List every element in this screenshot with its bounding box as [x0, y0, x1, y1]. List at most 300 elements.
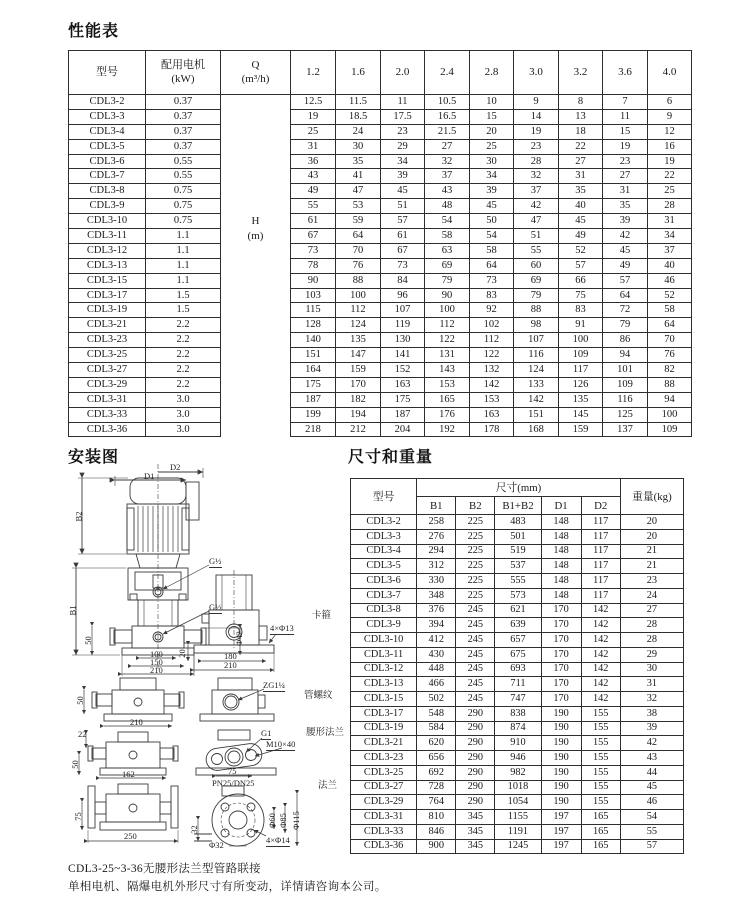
table-cell: 1054 — [495, 795, 541, 810]
table-cell: 11 — [381, 95, 425, 110]
table-cell — [221, 273, 291, 288]
table-cell: 27 — [603, 169, 648, 184]
table-cell: 0.55 — [146, 154, 221, 169]
table-cell: 128 — [291, 318, 336, 333]
table-cell: CDL3-6 — [69, 154, 146, 169]
table-cell: 874 — [495, 721, 541, 736]
table-cell — [221, 303, 291, 318]
table-cell: 290 — [456, 780, 495, 795]
table-cell: 142 — [581, 633, 620, 648]
table-cell: 135 — [336, 333, 381, 348]
table-cell: 70 — [336, 243, 381, 258]
table-row — [69, 154, 692, 169]
table-row — [69, 109, 692, 124]
table-row — [351, 588, 684, 603]
table-cell: 122 — [425, 333, 470, 348]
table-cell: 1.1 — [146, 229, 221, 244]
table-cell: 83 — [470, 288, 514, 303]
table-cell: 78 — [291, 258, 336, 273]
footnote-motor-dimensions: 单相电机、隔爆电机外形尺寸有所变动，详情请咨询本公司。 — [68, 881, 387, 893]
table-cell: 22 — [559, 139, 603, 154]
table-cell: 79 — [603, 318, 648, 333]
table-cell: 28 — [514, 154, 559, 169]
col-header-flow-value: 3.6 — [603, 51, 648, 95]
table-cell: 117 — [581, 574, 620, 589]
table-cell: 31 — [291, 139, 336, 154]
table-cell: 112 — [470, 333, 514, 348]
table-cell: 204 — [381, 422, 425, 437]
table-cell: 41 — [336, 169, 381, 184]
table-row — [351, 824, 684, 839]
table-cell: 29 — [381, 139, 425, 154]
table-cell: 37 — [425, 169, 470, 184]
table-cell: 119 — [381, 318, 425, 333]
table-cell: 165 — [581, 839, 620, 854]
table-cell: 290 — [456, 736, 495, 751]
table-row — [69, 363, 692, 378]
table-cell: 10.5 — [425, 95, 470, 110]
table-cell: 148 — [541, 544, 581, 559]
table-cell: 40 — [648, 258, 692, 273]
table-cell: 40 — [559, 199, 603, 214]
table-cell: CDL3-25 — [351, 765, 417, 780]
table-cell: 548 — [417, 706, 456, 721]
table-cell: 92 — [470, 303, 514, 318]
table-cell: 117 — [581, 544, 620, 559]
table-cell: 49 — [559, 229, 603, 244]
connection-label-oval-flange: 腰形法兰 — [306, 728, 345, 738]
table-row — [69, 273, 692, 288]
col-header-size-group: 尺寸(mm) — [417, 479, 621, 497]
dim-label-210-clamp: 210 — [224, 660, 237, 670]
table-row — [69, 318, 692, 333]
table-cell: 197 — [541, 810, 581, 825]
table-cell: 2.2 — [146, 318, 221, 333]
table-cell — [221, 154, 291, 169]
table-cell: 573 — [495, 588, 541, 603]
table-row — [351, 706, 684, 721]
table-cell: 145 — [559, 407, 603, 422]
table-cell: CDL3-4 — [69, 124, 146, 139]
table-cell: 53 — [336, 199, 381, 214]
installation-diagram — [66, 462, 346, 864]
table-cell: CDL3-13 — [351, 677, 417, 692]
table-cell: 84 — [381, 273, 425, 288]
table-row — [69, 124, 692, 139]
table-cell: 83 — [559, 303, 603, 318]
table-cell: 0.55 — [146, 169, 221, 184]
table-cell — [221, 169, 291, 184]
table-cell: 537 — [495, 559, 541, 574]
table-cell: CDL3-3 — [351, 529, 417, 544]
table-cell: 3.0 — [146, 392, 221, 407]
table-cell: CDL3-17 — [69, 288, 146, 303]
table-cell: 50 — [470, 214, 514, 229]
table-cell: 32 — [425, 154, 470, 169]
table-cell: 555 — [495, 574, 541, 589]
table-cell: 0.37 — [146, 95, 221, 110]
table-cell: 102 — [470, 318, 514, 333]
dim-label-20: 20 — [176, 649, 187, 658]
table-row — [351, 647, 684, 662]
table-cell: 23 — [620, 574, 683, 589]
table-row — [69, 199, 692, 214]
table-cell: 15 — [603, 124, 648, 139]
table-cell: 199 — [291, 407, 336, 422]
table-cell: 117 — [581, 559, 620, 574]
table-cell: 18 — [559, 124, 603, 139]
dim-label-phi115: Φ115 — [290, 811, 301, 830]
table-cell: 946 — [495, 751, 541, 766]
table-cell: 32 — [620, 692, 683, 707]
table-cell: 49 — [603, 258, 648, 273]
table-cell: 15 — [470, 109, 514, 124]
table-cell: 165 — [425, 392, 470, 407]
table-cell: 64 — [336, 229, 381, 244]
dim-label-phi32: Φ32 — [209, 840, 224, 850]
table-row — [69, 407, 692, 422]
table-cell: 28 — [648, 199, 692, 214]
col-header-d1: D1 — [541, 497, 581, 515]
table-cell: 155 — [581, 751, 620, 766]
performance-table — [68, 50, 692, 437]
table-cell: 101 — [603, 363, 648, 378]
table-cell: CDL3-7 — [351, 588, 417, 603]
table-cell: 190 — [541, 736, 581, 751]
col-header-flow-value: 3.0 — [514, 51, 559, 95]
table-cell: 190 — [541, 795, 581, 810]
table-cell: 132 — [470, 363, 514, 378]
table-cell: 117 — [581, 529, 620, 544]
table-cell: 86 — [603, 333, 648, 348]
dim-label-100: 100 — [150, 649, 163, 659]
table-cell: 140 — [291, 333, 336, 348]
table-cell: 14 — [514, 109, 559, 124]
table-cell: 225 — [456, 515, 495, 530]
table-cell: 64 — [470, 258, 514, 273]
table-cell: 0.37 — [146, 139, 221, 154]
table-cell: 142 — [581, 677, 620, 692]
table-cell: 22 — [648, 169, 692, 184]
table-cell: 32 — [514, 169, 559, 184]
table-row — [69, 139, 692, 154]
table-cell — [221, 363, 291, 378]
table-cell: 153 — [470, 392, 514, 407]
table-cell: 9 — [514, 95, 559, 110]
table-cell: 170 — [541, 603, 581, 618]
table-cell: 245 — [456, 662, 495, 677]
table-cell: CDL3-8 — [351, 603, 417, 618]
port-label-g1: G1 — [261, 728, 272, 738]
dim-label-phi42: Φ42 — [233, 631, 244, 646]
table-cell: 312 — [417, 559, 456, 574]
table-cell: 225 — [456, 574, 495, 589]
table-cell: 245 — [456, 677, 495, 692]
table-cell: 1.1 — [146, 258, 221, 273]
table-cell: 88 — [514, 303, 559, 318]
table-cell: 46 — [620, 795, 683, 810]
table-cell: 7 — [603, 95, 648, 110]
table-cell: 100 — [336, 288, 381, 303]
table-cell: 58 — [425, 229, 470, 244]
table-cell: 19 — [291, 109, 336, 124]
table-row — [69, 243, 692, 258]
table-row — [351, 559, 684, 574]
table-cell: 131 — [425, 348, 470, 363]
dim-label-b2: B2 — [73, 511, 84, 522]
table-cell: CDL3-8 — [69, 184, 146, 199]
table-cell: 35 — [336, 154, 381, 169]
dim-label-phi60: Φ60 — [266, 813, 277, 828]
table-cell: 55 — [514, 243, 559, 258]
table-cell: 1.1 — [146, 273, 221, 288]
table-cell: 345 — [456, 810, 495, 825]
table-cell: CDL3-13 — [69, 258, 146, 273]
table-cell: 711 — [495, 677, 541, 692]
table-cell: 693 — [495, 662, 541, 677]
table-cell: CDL3-33 — [351, 824, 417, 839]
table-row — [351, 677, 684, 692]
table-cell: 175 — [291, 377, 336, 392]
table-cell: 47 — [336, 184, 381, 199]
table-row — [69, 288, 692, 303]
table-cell: 20 — [620, 515, 683, 530]
table-cell: 130 — [381, 333, 425, 348]
table-cell: 25 — [470, 139, 514, 154]
table-cell: 212 — [336, 422, 381, 437]
table-cell: 54 — [620, 810, 683, 825]
table-cell: 82 — [648, 363, 692, 378]
table-row — [351, 515, 684, 530]
table-cell: 412 — [417, 633, 456, 648]
table-cell: 258 — [417, 515, 456, 530]
table-cell: 430 — [417, 647, 456, 662]
table-cell: 42 — [603, 229, 648, 244]
table-cell: 657 — [495, 633, 541, 648]
col-header-flow: Q (m³/h) — [221, 51, 291, 95]
table-cell: 190 — [541, 751, 581, 766]
table-cell: 67 — [291, 229, 336, 244]
bolt-label-m10x40: M10×40 — [266, 739, 296, 749]
table-cell: 47 — [514, 214, 559, 229]
table-cell: CDL3-31 — [351, 810, 417, 825]
table-cell: 54 — [425, 214, 470, 229]
col-header-d2: D2 — [581, 497, 620, 515]
table-cell: CDL3-10 — [351, 633, 417, 648]
table-cell: 176 — [425, 407, 470, 422]
table-cell: 57 — [603, 273, 648, 288]
table-cell: 79 — [425, 273, 470, 288]
dim-label-50-main: 50 — [82, 636, 93, 645]
table-cell: 3.0 — [146, 422, 221, 437]
table-cell: 73 — [470, 273, 514, 288]
table-cell: 728 — [417, 780, 456, 795]
table-cell: CDL3-4 — [351, 544, 417, 559]
table-cell — [221, 392, 291, 407]
table-cell: 109 — [648, 422, 692, 437]
table-cell: 141 — [381, 348, 425, 363]
table-cell: 96 — [381, 288, 425, 303]
table-cell: 58 — [648, 303, 692, 318]
table-cell: 187 — [291, 392, 336, 407]
table-cell: 218 — [291, 422, 336, 437]
table-cell: 39 — [470, 184, 514, 199]
table-cell: 91 — [559, 318, 603, 333]
table-cell: CDL3-19 — [69, 303, 146, 318]
table-cell: 25 — [291, 124, 336, 139]
pump-elevation-view — [72, 464, 242, 676]
table-row — [69, 229, 692, 244]
table-cell: 107 — [514, 333, 559, 348]
table-cell: 276 — [417, 529, 456, 544]
table-cell: CDL3-17 — [351, 706, 417, 721]
table-cell: 45 — [620, 780, 683, 795]
table-cell: 0.37 — [146, 124, 221, 139]
table-cell: 43 — [620, 751, 683, 766]
table-cell: 116 — [514, 348, 559, 363]
dim-label-22: 22 — [78, 729, 87, 739]
table-cell: 142 — [581, 692, 620, 707]
table-cell: CDL3-19 — [351, 721, 417, 736]
table-cell: 44 — [620, 765, 683, 780]
table-cell: 165 — [581, 824, 620, 839]
table-cell: 147 — [336, 348, 381, 363]
table-cell: 25 — [648, 184, 692, 199]
table-cell: 66 — [559, 273, 603, 288]
table-row — [351, 603, 684, 618]
flange-label-pn25-dn25: PN25/DN25 — [212, 778, 255, 788]
table-cell: 24 — [336, 124, 381, 139]
table-row — [69, 169, 692, 184]
dim-label-150: 150 — [150, 657, 163, 667]
table-cell — [221, 199, 291, 214]
table-cell: CDL3-29 — [69, 377, 146, 392]
table-cell — [221, 333, 291, 348]
table-cell: 0.75 — [146, 184, 221, 199]
table-cell — [221, 184, 291, 199]
dim-label-75-row4: 75 — [72, 812, 83, 821]
footnote-flange-models: CDL3-25~3-36无腰形法兰型管路联接 — [68, 863, 261, 875]
table-cell — [221, 95, 291, 110]
table-cell: 1.1 — [146, 243, 221, 258]
col-header-flow-value: 3.2 — [559, 51, 603, 95]
table-row — [69, 184, 692, 199]
table-cell: 58 — [470, 243, 514, 258]
table-cell: 290 — [456, 765, 495, 780]
table-row — [69, 95, 692, 110]
table-cell: 692 — [417, 765, 456, 780]
table-cell: 30 — [470, 154, 514, 169]
table-cell: 72 — [603, 303, 648, 318]
col-header-b1b2: B1+B2 — [495, 497, 541, 515]
table-cell: 621 — [495, 603, 541, 618]
table-cell: 52 — [648, 288, 692, 303]
table-cell: 109 — [603, 377, 648, 392]
table-cell: 88 — [648, 377, 692, 392]
table-cell: 94 — [648, 392, 692, 407]
table-cell: 45 — [381, 184, 425, 199]
connection-label-clamp: 卡箍 — [312, 611, 332, 621]
dimensions-table-header — [351, 479, 684, 515]
col-header-b1: B1 — [417, 497, 456, 515]
table-cell: 51 — [514, 229, 559, 244]
table-cell: 170 — [541, 647, 581, 662]
table-cell: 163 — [381, 377, 425, 392]
table-cell: 67 — [381, 243, 425, 258]
table-cell: 245 — [456, 692, 495, 707]
table-row — [69, 392, 692, 407]
table-cell: 135 — [559, 392, 603, 407]
table-cell: CDL3-21 — [351, 736, 417, 751]
table-cell: 11 — [603, 109, 648, 124]
table-cell: 17.5 — [381, 109, 425, 124]
table-cell: 21 — [620, 559, 683, 574]
table-cell: 94 — [603, 348, 648, 363]
table-cell — [221, 258, 291, 273]
performance-table-body — [69, 95, 692, 437]
table-cell: 153 — [425, 377, 470, 392]
table-cell: 245 — [456, 618, 495, 633]
table-cell: 36 — [291, 154, 336, 169]
table-cell: 38 — [620, 706, 683, 721]
table-cell: 61 — [291, 214, 336, 229]
table-cell: 656 — [417, 751, 456, 766]
table-cell: CDL3-7 — [69, 169, 146, 184]
table-cell: 79 — [514, 288, 559, 303]
table-cell: 170 — [541, 662, 581, 677]
table-cell: 64 — [648, 318, 692, 333]
table-row — [351, 780, 684, 795]
table-cell: 148 — [541, 574, 581, 589]
table-cell: H — [221, 214, 291, 229]
table-cell: 190 — [541, 721, 581, 736]
col-header-flow-value: 2.8 — [470, 51, 514, 95]
dim-label-210-row2: 210 — [130, 717, 143, 727]
table-cell: 810 — [417, 810, 456, 825]
table-cell — [221, 243, 291, 258]
table-cell: 639 — [495, 618, 541, 633]
table-cell: 142 — [470, 377, 514, 392]
dim-label-210-main: 210 — [150, 665, 163, 675]
table-cell: 54 — [470, 229, 514, 244]
table-row — [351, 765, 684, 780]
table-cell: 13 — [559, 109, 603, 124]
table-cell: 51 — [381, 199, 425, 214]
table-cell: CDL3-27 — [69, 363, 146, 378]
table-cell: CDL3-3 — [69, 109, 146, 124]
dim-label-50-row3: 50 — [69, 760, 80, 769]
table-cell: 21 — [620, 544, 683, 559]
table-cell: CDL3-10 — [69, 214, 146, 229]
dim-label-75-row3: 75 — [228, 766, 237, 776]
table-cell: CDL3-27 — [351, 780, 417, 795]
table-cell: 31 — [559, 169, 603, 184]
table-cell: CDL3-9 — [351, 618, 417, 633]
table-cell: 9 — [648, 109, 692, 124]
table-cell: 448 — [417, 662, 456, 677]
table-row — [69, 377, 692, 392]
table-cell: 155 — [581, 780, 620, 795]
table-cell — [221, 124, 291, 139]
table-cell: 34 — [470, 169, 514, 184]
table-cell: CDL3-21 — [69, 318, 146, 333]
table-cell: 190 — [541, 706, 581, 721]
table-cell: 37 — [514, 184, 559, 199]
table-cell: 345 — [456, 824, 495, 839]
performance-table-title: 性能表 — [68, 21, 120, 40]
table-cell: 107 — [381, 303, 425, 318]
table-cell: CDL3-9 — [69, 199, 146, 214]
